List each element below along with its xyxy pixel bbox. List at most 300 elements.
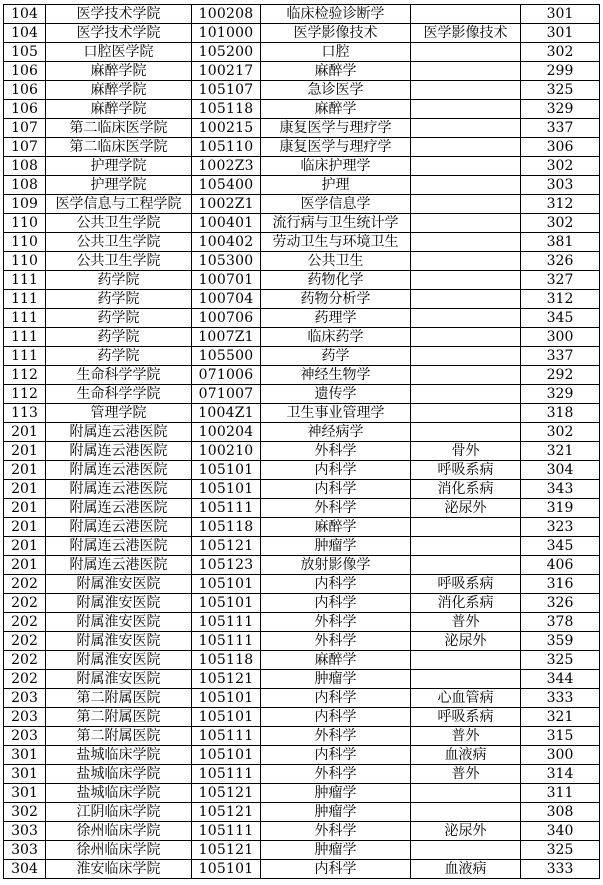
score-cell: 316 bbox=[521, 575, 600, 594]
direction-cell bbox=[411, 214, 521, 233]
major-code-cell: 105118 bbox=[192, 651, 261, 670]
college-code-cell: 202 bbox=[4, 575, 46, 594]
major-code-cell: 105121 bbox=[192, 784, 261, 803]
college-code-cell: 111 bbox=[4, 328, 46, 347]
major-code-cell: 100204 bbox=[192, 423, 261, 442]
college-name-cell: 第二临床医学院 bbox=[46, 119, 192, 138]
table-row bbox=[4, 385, 600, 404]
table-row bbox=[4, 442, 600, 461]
major-code-cell: 105101 bbox=[192, 746, 261, 765]
score-cell: 359 bbox=[521, 632, 600, 651]
major-name-cell: 麻醉学 bbox=[261, 651, 411, 670]
table-row bbox=[4, 214, 600, 233]
direction-cell bbox=[411, 309, 521, 328]
direction-cell: 呼吸系病 bbox=[411, 708, 521, 727]
score-cell: 321 bbox=[521, 442, 600, 461]
table-row bbox=[4, 803, 600, 822]
major-name-cell: 外科学 bbox=[261, 727, 411, 746]
score-cell: 378 bbox=[521, 613, 600, 632]
score-cell: 301 bbox=[521, 5, 600, 24]
college-name-cell: 生命科学学院 bbox=[46, 385, 192, 404]
score-cell: 308 bbox=[521, 803, 600, 822]
score-cell: 333 bbox=[521, 689, 600, 708]
table-row bbox=[4, 309, 600, 328]
college-name-cell: 药学院 bbox=[46, 309, 192, 328]
table-row bbox=[4, 404, 600, 423]
table-row bbox=[4, 138, 600, 157]
college-name-cell: 淮安临床学院 bbox=[46, 860, 192, 879]
college-name-cell: 公共卫生学院 bbox=[46, 233, 192, 252]
college-code-cell: 202 bbox=[4, 594, 46, 613]
college-code-cell: 112 bbox=[4, 385, 46, 404]
college-name-cell: 附属淮安医院 bbox=[46, 594, 192, 613]
college-code-cell: 111 bbox=[4, 347, 46, 366]
major-code-cell: 100208 bbox=[192, 5, 261, 24]
table-row bbox=[4, 347, 600, 366]
direction-cell bbox=[411, 233, 521, 252]
college-code-cell: 302 bbox=[4, 803, 46, 822]
major-code-cell: 105101 bbox=[192, 461, 261, 480]
major-code-cell: 071006 bbox=[192, 366, 261, 385]
college-code-cell: 107 bbox=[4, 138, 46, 157]
college-name-cell: 附属淮安医院 bbox=[46, 651, 192, 670]
major-code-cell: 1007Z1 bbox=[192, 328, 261, 347]
college-code-cell: 303 bbox=[4, 822, 46, 841]
table-row bbox=[4, 784, 600, 803]
major-name-cell: 药理学 bbox=[261, 309, 411, 328]
major-name-cell: 神经病学 bbox=[261, 423, 411, 442]
major-name-cell: 公共卫生 bbox=[261, 252, 411, 271]
table-row bbox=[4, 43, 600, 62]
major-code-cell: 101000 bbox=[192, 24, 261, 43]
college-name-cell: 徐州临床学院 bbox=[46, 822, 192, 841]
direction-cell: 医学影像技术 bbox=[411, 24, 521, 43]
table-row bbox=[4, 708, 600, 727]
major-name-cell: 内科学 bbox=[261, 860, 411, 879]
major-code-cell: 105300 bbox=[192, 252, 261, 271]
direction-cell bbox=[411, 385, 521, 404]
college-code-cell: 201 bbox=[4, 556, 46, 575]
college-code-cell: 303 bbox=[4, 841, 46, 860]
score-cell: 301 bbox=[521, 24, 600, 43]
direction-cell bbox=[411, 43, 521, 62]
major-name-cell: 护理 bbox=[261, 176, 411, 195]
major-code-cell: 105118 bbox=[192, 518, 261, 537]
college-code-cell: 104 bbox=[4, 24, 46, 43]
major-name-cell: 医学影像技术 bbox=[261, 24, 411, 43]
major-name-cell: 内科学 bbox=[261, 708, 411, 727]
score-cell: 312 bbox=[521, 195, 600, 214]
score-cell: 326 bbox=[521, 594, 600, 613]
college-name-cell: 第二临床医学院 bbox=[46, 138, 192, 157]
college-name-cell: 第二附属医院 bbox=[46, 708, 192, 727]
table-row bbox=[4, 5, 600, 24]
table-row bbox=[4, 157, 600, 176]
major-code-cell: 100704 bbox=[192, 290, 261, 309]
college-code-cell: 110 bbox=[4, 233, 46, 252]
major-name-cell: 外科学 bbox=[261, 822, 411, 841]
college-name-cell: 附属连云港医院 bbox=[46, 556, 192, 575]
major-name-cell: 麻醉学 bbox=[261, 100, 411, 119]
direction-cell bbox=[411, 81, 521, 100]
major-name-cell: 医学信息学 bbox=[261, 195, 411, 214]
table-row bbox=[4, 119, 600, 138]
score-cell: 329 bbox=[521, 385, 600, 404]
table-row bbox=[4, 537, 600, 556]
college-code-cell: 111 bbox=[4, 290, 46, 309]
college-name-cell: 麻醉学院 bbox=[46, 100, 192, 119]
score-cell: 344 bbox=[521, 670, 600, 689]
score-cell: 302 bbox=[521, 43, 600, 62]
college-code-cell: 110 bbox=[4, 214, 46, 233]
major-code-cell: 100215 bbox=[192, 119, 261, 138]
college-name-cell: 附属淮安医院 bbox=[46, 632, 192, 651]
direction-cell: 血液病 bbox=[411, 860, 521, 879]
college-name-cell: 附属连云港医院 bbox=[46, 423, 192, 442]
direction-cell bbox=[411, 518, 521, 537]
college-code-cell: 203 bbox=[4, 727, 46, 746]
college-name-cell: 盐城临床学院 bbox=[46, 784, 192, 803]
direction-cell bbox=[411, 290, 521, 309]
table-row bbox=[4, 81, 600, 100]
score-cell: 300 bbox=[521, 746, 600, 765]
direction-cell: 泌尿外 bbox=[411, 822, 521, 841]
major-name-cell: 急诊医学 bbox=[261, 81, 411, 100]
major-name-cell: 放射影像学 bbox=[261, 556, 411, 575]
major-code-cell: 1004Z1 bbox=[192, 404, 261, 423]
score-cell: 323 bbox=[521, 518, 600, 537]
major-name-cell: 肿瘤学 bbox=[261, 784, 411, 803]
direction-cell bbox=[411, 195, 521, 214]
table-row bbox=[4, 461, 600, 480]
college-code-cell: 202 bbox=[4, 632, 46, 651]
college-code-cell: 106 bbox=[4, 100, 46, 119]
major-name-cell: 药物分析学 bbox=[261, 290, 411, 309]
table-row bbox=[4, 176, 600, 195]
major-name-cell: 药学 bbox=[261, 347, 411, 366]
direction-cell bbox=[411, 5, 521, 24]
direction-cell: 骨外 bbox=[411, 442, 521, 461]
major-code-cell: 105111 bbox=[192, 727, 261, 746]
major-code-cell: 105111 bbox=[192, 822, 261, 841]
table-row bbox=[4, 24, 600, 43]
direction-cell: 血液病 bbox=[411, 746, 521, 765]
direction-cell: 呼吸系病 bbox=[411, 461, 521, 480]
score-cell: 300 bbox=[521, 328, 600, 347]
table-row bbox=[4, 328, 600, 347]
college-name-cell: 麻醉学院 bbox=[46, 62, 192, 81]
table-row bbox=[4, 252, 600, 271]
college-code-cell: 106 bbox=[4, 81, 46, 100]
college-code-cell: 203 bbox=[4, 708, 46, 727]
table-row bbox=[4, 727, 600, 746]
college-code-cell: 301 bbox=[4, 765, 46, 784]
table-row bbox=[4, 233, 600, 252]
major-name-cell: 麻醉学 bbox=[261, 62, 411, 81]
score-cell: 345 bbox=[521, 537, 600, 556]
score-cell: 303 bbox=[521, 176, 600, 195]
college-code-cell: 108 bbox=[4, 176, 46, 195]
college-code-cell: 201 bbox=[4, 442, 46, 461]
direction-cell: 普外 bbox=[411, 765, 521, 784]
table-row bbox=[4, 62, 600, 81]
major-code-cell: 071007 bbox=[192, 385, 261, 404]
table-row bbox=[4, 765, 600, 784]
score-cell: 292 bbox=[521, 366, 600, 385]
college-name-cell: 口腔医学院 bbox=[46, 43, 192, 62]
college-code-cell: 110 bbox=[4, 252, 46, 271]
direction-cell bbox=[411, 404, 521, 423]
table-row bbox=[4, 100, 600, 119]
major-name-cell: 临床护理学 bbox=[261, 157, 411, 176]
direction-cell bbox=[411, 651, 521, 670]
college-name-cell: 医学技术学院 bbox=[46, 5, 192, 24]
direction-cell: 泌尿外 bbox=[411, 499, 521, 518]
major-code-cell: 105121 bbox=[192, 670, 261, 689]
major-name-cell: 肿瘤学 bbox=[261, 803, 411, 822]
major-name-cell: 外科学 bbox=[261, 632, 411, 651]
college-code-cell: 202 bbox=[4, 651, 46, 670]
college-code-cell: 112 bbox=[4, 366, 46, 385]
score-cell: 319 bbox=[521, 499, 600, 518]
major-code-cell: 105123 bbox=[192, 556, 261, 575]
college-name-cell: 附属连云港医院 bbox=[46, 499, 192, 518]
direction-cell bbox=[411, 784, 521, 803]
major-code-cell: 105200 bbox=[192, 43, 261, 62]
direction-cell: 消化系病 bbox=[411, 480, 521, 499]
college-code-cell: 201 bbox=[4, 480, 46, 499]
major-code-cell: 105101 bbox=[192, 575, 261, 594]
table-row bbox=[4, 689, 600, 708]
direction-cell bbox=[411, 271, 521, 290]
college-code-cell: 202 bbox=[4, 670, 46, 689]
major-code-cell: 105107 bbox=[192, 81, 261, 100]
major-name-cell: 内科学 bbox=[261, 461, 411, 480]
college-name-cell: 附属连云港医院 bbox=[46, 442, 192, 461]
major-code-cell: 105111 bbox=[192, 632, 261, 651]
score-cell: 337 bbox=[521, 119, 600, 138]
table-row bbox=[4, 518, 600, 537]
major-code-cell: 100217 bbox=[192, 62, 261, 81]
score-cell: 333 bbox=[521, 860, 600, 879]
major-code-cell: 1002Z1 bbox=[192, 195, 261, 214]
score-cell: 318 bbox=[521, 404, 600, 423]
score-cell: 381 bbox=[521, 233, 600, 252]
score-cell: 343 bbox=[521, 480, 600, 499]
score-cell: 314 bbox=[521, 765, 600, 784]
table-row bbox=[4, 822, 600, 841]
score-cell: 304 bbox=[521, 461, 600, 480]
direction-cell bbox=[411, 138, 521, 157]
table-row bbox=[4, 632, 600, 651]
college-code-cell: 202 bbox=[4, 613, 46, 632]
college-name-cell: 盐城临床学院 bbox=[46, 746, 192, 765]
major-code-cell: 105121 bbox=[192, 803, 261, 822]
major-name-cell: 康复医学与理疗学 bbox=[261, 138, 411, 157]
college-name-cell: 医学信息与工程学院 bbox=[46, 195, 192, 214]
college-code-cell: 109 bbox=[4, 195, 46, 214]
college-code-cell: 111 bbox=[4, 309, 46, 328]
table-row bbox=[4, 651, 600, 670]
college-code-cell: 301 bbox=[4, 746, 46, 765]
college-name-cell: 江阴临床学院 bbox=[46, 803, 192, 822]
direction-cell bbox=[411, 366, 521, 385]
score-cell: 329 bbox=[521, 100, 600, 119]
direction-cell bbox=[411, 176, 521, 195]
direction-cell: 泌尿外 bbox=[411, 632, 521, 651]
direction-cell: 心血管病 bbox=[411, 689, 521, 708]
major-code-cell: 105500 bbox=[192, 347, 261, 366]
major-code-cell: 105121 bbox=[192, 841, 261, 860]
score-cell: 325 bbox=[521, 841, 600, 860]
college-code-cell: 201 bbox=[4, 518, 46, 537]
college-name-cell: 管理学院 bbox=[46, 404, 192, 423]
table-row bbox=[4, 271, 600, 290]
major-name-cell: 肿瘤学 bbox=[261, 670, 411, 689]
major-code-cell: 100401 bbox=[192, 214, 261, 233]
college-code-cell: 111 bbox=[4, 271, 46, 290]
score-cell: 299 bbox=[521, 62, 600, 81]
college-name-cell: 药学院 bbox=[46, 290, 192, 309]
table-body bbox=[4, 5, 600, 879]
college-name-cell: 附属淮安医院 bbox=[46, 670, 192, 689]
college-code-cell: 113 bbox=[4, 404, 46, 423]
college-code-cell: 201 bbox=[4, 499, 46, 518]
major-name-cell: 康复医学与理疗学 bbox=[261, 119, 411, 138]
major-name-cell: 肿瘤学 bbox=[261, 841, 411, 860]
score-cell: 302 bbox=[521, 214, 600, 233]
direction-cell bbox=[411, 841, 521, 860]
major-code-cell: 105111 bbox=[192, 499, 261, 518]
college-code-cell: 203 bbox=[4, 689, 46, 708]
score-cell: 315 bbox=[521, 727, 600, 746]
college-name-cell: 药学院 bbox=[46, 347, 192, 366]
college-code-cell: 201 bbox=[4, 461, 46, 480]
direction-cell bbox=[411, 347, 521, 366]
college-name-cell: 护理学院 bbox=[46, 157, 192, 176]
major-code-cell: 105101 bbox=[192, 480, 261, 499]
major-name-cell: 内科学 bbox=[261, 480, 411, 499]
direction-cell bbox=[411, 157, 521, 176]
table-row bbox=[4, 290, 600, 309]
direction-cell: 呼吸系病 bbox=[411, 575, 521, 594]
major-name-cell: 外科学 bbox=[261, 613, 411, 632]
major-code-cell: 100210 bbox=[192, 442, 261, 461]
major-name-cell: 流行病与卫生统计学 bbox=[261, 214, 411, 233]
table-row bbox=[4, 556, 600, 575]
major-code-cell: 105118 bbox=[192, 100, 261, 119]
college-name-cell: 麻醉学院 bbox=[46, 81, 192, 100]
major-name-cell: 卫生事业管理学 bbox=[261, 404, 411, 423]
college-name-cell: 盐城临床学院 bbox=[46, 765, 192, 784]
college-code-cell: 107 bbox=[4, 119, 46, 138]
direction-cell bbox=[411, 62, 521, 81]
major-name-cell: 外科学 bbox=[261, 442, 411, 461]
college-name-cell: 公共卫生学院 bbox=[46, 214, 192, 233]
score-cell: 302 bbox=[521, 423, 600, 442]
score-cell: 327 bbox=[521, 271, 600, 290]
major-name-cell: 内科学 bbox=[261, 594, 411, 613]
major-code-cell: 1002Z3 bbox=[192, 157, 261, 176]
major-code-cell: 105101 bbox=[192, 708, 261, 727]
major-name-cell: 麻醉学 bbox=[261, 518, 411, 537]
direction-cell: 消化系病 bbox=[411, 594, 521, 613]
college-name-cell: 医学技术学院 bbox=[46, 24, 192, 43]
college-name-cell: 徐州临床学院 bbox=[46, 841, 192, 860]
major-code-cell: 105111 bbox=[192, 765, 261, 784]
major-name-cell: 肿瘤学 bbox=[261, 537, 411, 556]
college-name-cell: 护理学院 bbox=[46, 176, 192, 195]
college-name-cell: 附属连云港医院 bbox=[46, 461, 192, 480]
direction-cell bbox=[411, 537, 521, 556]
admission-score-table bbox=[3, 4, 600, 879]
score-cell: 306 bbox=[521, 138, 600, 157]
score-cell: 340 bbox=[521, 822, 600, 841]
major-code-cell: 105400 bbox=[192, 176, 261, 195]
major-code-cell: 105121 bbox=[192, 537, 261, 556]
direction-cell bbox=[411, 328, 521, 347]
direction-cell: 普外 bbox=[411, 727, 521, 746]
direction-cell bbox=[411, 119, 521, 138]
direction-cell bbox=[411, 423, 521, 442]
major-name-cell: 药物化学 bbox=[261, 271, 411, 290]
score-cell: 325 bbox=[521, 651, 600, 670]
score-cell: 325 bbox=[521, 81, 600, 100]
major-name-cell: 内科学 bbox=[261, 689, 411, 708]
college-code-cell: 104 bbox=[4, 5, 46, 24]
college-code-cell: 105 bbox=[4, 43, 46, 62]
table-row bbox=[4, 613, 600, 632]
table-row bbox=[4, 195, 600, 214]
college-name-cell: 附属连云港医院 bbox=[46, 518, 192, 537]
major-code-cell: 105101 bbox=[192, 860, 261, 879]
direction-cell bbox=[411, 100, 521, 119]
college-name-cell: 附属淮安医院 bbox=[46, 575, 192, 594]
college-code-cell: 301 bbox=[4, 784, 46, 803]
major-name-cell: 外科学 bbox=[261, 765, 411, 784]
college-name-cell: 附属连云港医院 bbox=[46, 480, 192, 499]
table-row bbox=[4, 423, 600, 442]
college-code-cell: 108 bbox=[4, 157, 46, 176]
college-name-cell: 药学院 bbox=[46, 328, 192, 347]
college-code-cell: 201 bbox=[4, 423, 46, 442]
table-row bbox=[4, 366, 600, 385]
major-name-cell: 临床检验诊断学 bbox=[261, 5, 411, 24]
major-code-cell: 100706 bbox=[192, 309, 261, 328]
table-row bbox=[4, 594, 600, 613]
college-name-cell: 公共卫生学院 bbox=[46, 252, 192, 271]
major-code-cell: 100402 bbox=[192, 233, 261, 252]
major-code-cell: 105101 bbox=[192, 689, 261, 708]
college-name-cell: 第二附属医院 bbox=[46, 689, 192, 708]
table-row bbox=[4, 860, 600, 879]
college-name-cell: 第二附属医院 bbox=[46, 727, 192, 746]
major-name-cell: 外科学 bbox=[261, 499, 411, 518]
direction-cell bbox=[411, 556, 521, 575]
major-name-cell: 劳动卫生与环境卫生 bbox=[261, 233, 411, 252]
score-cell: 312 bbox=[521, 290, 600, 309]
major-name-cell: 口腔 bbox=[261, 43, 411, 62]
major-name-cell: 内科学 bbox=[261, 575, 411, 594]
direction-cell bbox=[411, 803, 521, 822]
direction-cell bbox=[411, 670, 521, 689]
table-row bbox=[4, 575, 600, 594]
score-cell: 406 bbox=[521, 556, 600, 575]
college-name-cell: 附属淮安医院 bbox=[46, 613, 192, 632]
table-row bbox=[4, 841, 600, 860]
college-name-cell: 药学院 bbox=[46, 271, 192, 290]
table-row bbox=[4, 480, 600, 499]
